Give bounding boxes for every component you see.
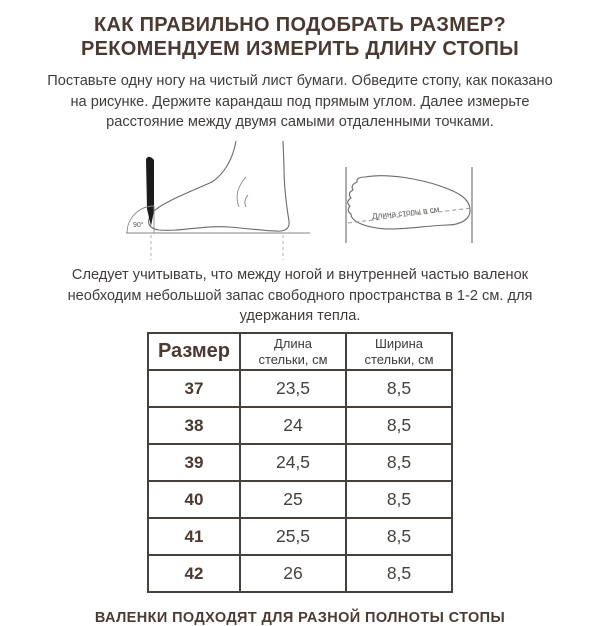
foot-profile-outline [149, 141, 290, 231]
width-cell: 8,5 [346, 481, 452, 518]
page-title-line1: КАК ПРАВИЛЬНО ПОДОБРАТЬ РАЗМЕР? [93, 14, 507, 36]
size-cell: 42 [148, 555, 240, 592]
size-cell: 37 [148, 370, 240, 407]
table-row [148, 518, 452, 555]
page-title [0, 13, 600, 62]
size-cell: 39 [148, 444, 240, 481]
header-insole-width: Ширина стельки, см [346, 333, 452, 370]
footer-note: ВАЛЕНКИ ПОДХОДЯТ ДЛЯ РАЗНОЙ ПОЛНОТЫ СТОПЫ [94, 610, 506, 626]
width-cell: 8,5 [346, 518, 452, 555]
table-row [148, 555, 452, 592]
width-cell: 8,5 [346, 555, 452, 592]
angle-label: 90° [133, 221, 144, 229]
length-cell: 24 [240, 407, 346, 444]
length-cell: 25,5 [240, 518, 346, 555]
foot-tracing-illustration [124, 139, 316, 261]
foot-top-outline [348, 176, 470, 229]
table-row [148, 481, 452, 518]
ankle-crease [237, 177, 248, 207]
size-table [147, 332, 453, 593]
table-row [148, 407, 452, 444]
size-cell: 40 [148, 481, 240, 518]
length-cell: 26 [240, 555, 346, 592]
size-cell: 41 [148, 518, 240, 555]
header-size: Размер [148, 333, 240, 370]
width-cell: 8,5 [346, 370, 452, 407]
width-cell: 8,5 [346, 407, 452, 444]
pencil-icon [146, 157, 154, 226]
foot-length-label: Длина стопы в см [371, 204, 440, 221]
page-title-line2: РЕКОМЕНДУЕМ ИЗМЕРИТЬ ДЛИНУ СТОПЫ [80, 38, 520, 61]
fit-allowance-note: Следует учитывать, что между ногой и внутренней частью валенок необходим небольшой запас свободного пространства в 1-2 см. для удержания тепла. [67, 266, 533, 325]
table-row [148, 444, 452, 481]
size-table-body [148, 370, 452, 592]
foot-outline-illustration [342, 165, 476, 249]
table-row [148, 370, 452, 407]
measuring-instructions: Поставьте одну ногу на чистый лист бумаги. Обведите стопу, как показано на рисунке. Держите карандаш под прямым углом. Далее измерьте расстояние между двумя самыми отдаленными точками. [47, 72, 553, 131]
illustrations-row [0, 139, 600, 261]
header-insole-length: Длина стельки, см [240, 333, 346, 370]
size-cell: 38 [148, 407, 240, 444]
length-cell: 24,5 [240, 444, 346, 481]
table-header-row [148, 333, 452, 370]
length-cell: 23,5 [240, 370, 346, 407]
width-cell: 8,5 [346, 444, 452, 481]
size-table-head [148, 333, 452, 370]
length-cell: 25 [240, 481, 346, 518]
